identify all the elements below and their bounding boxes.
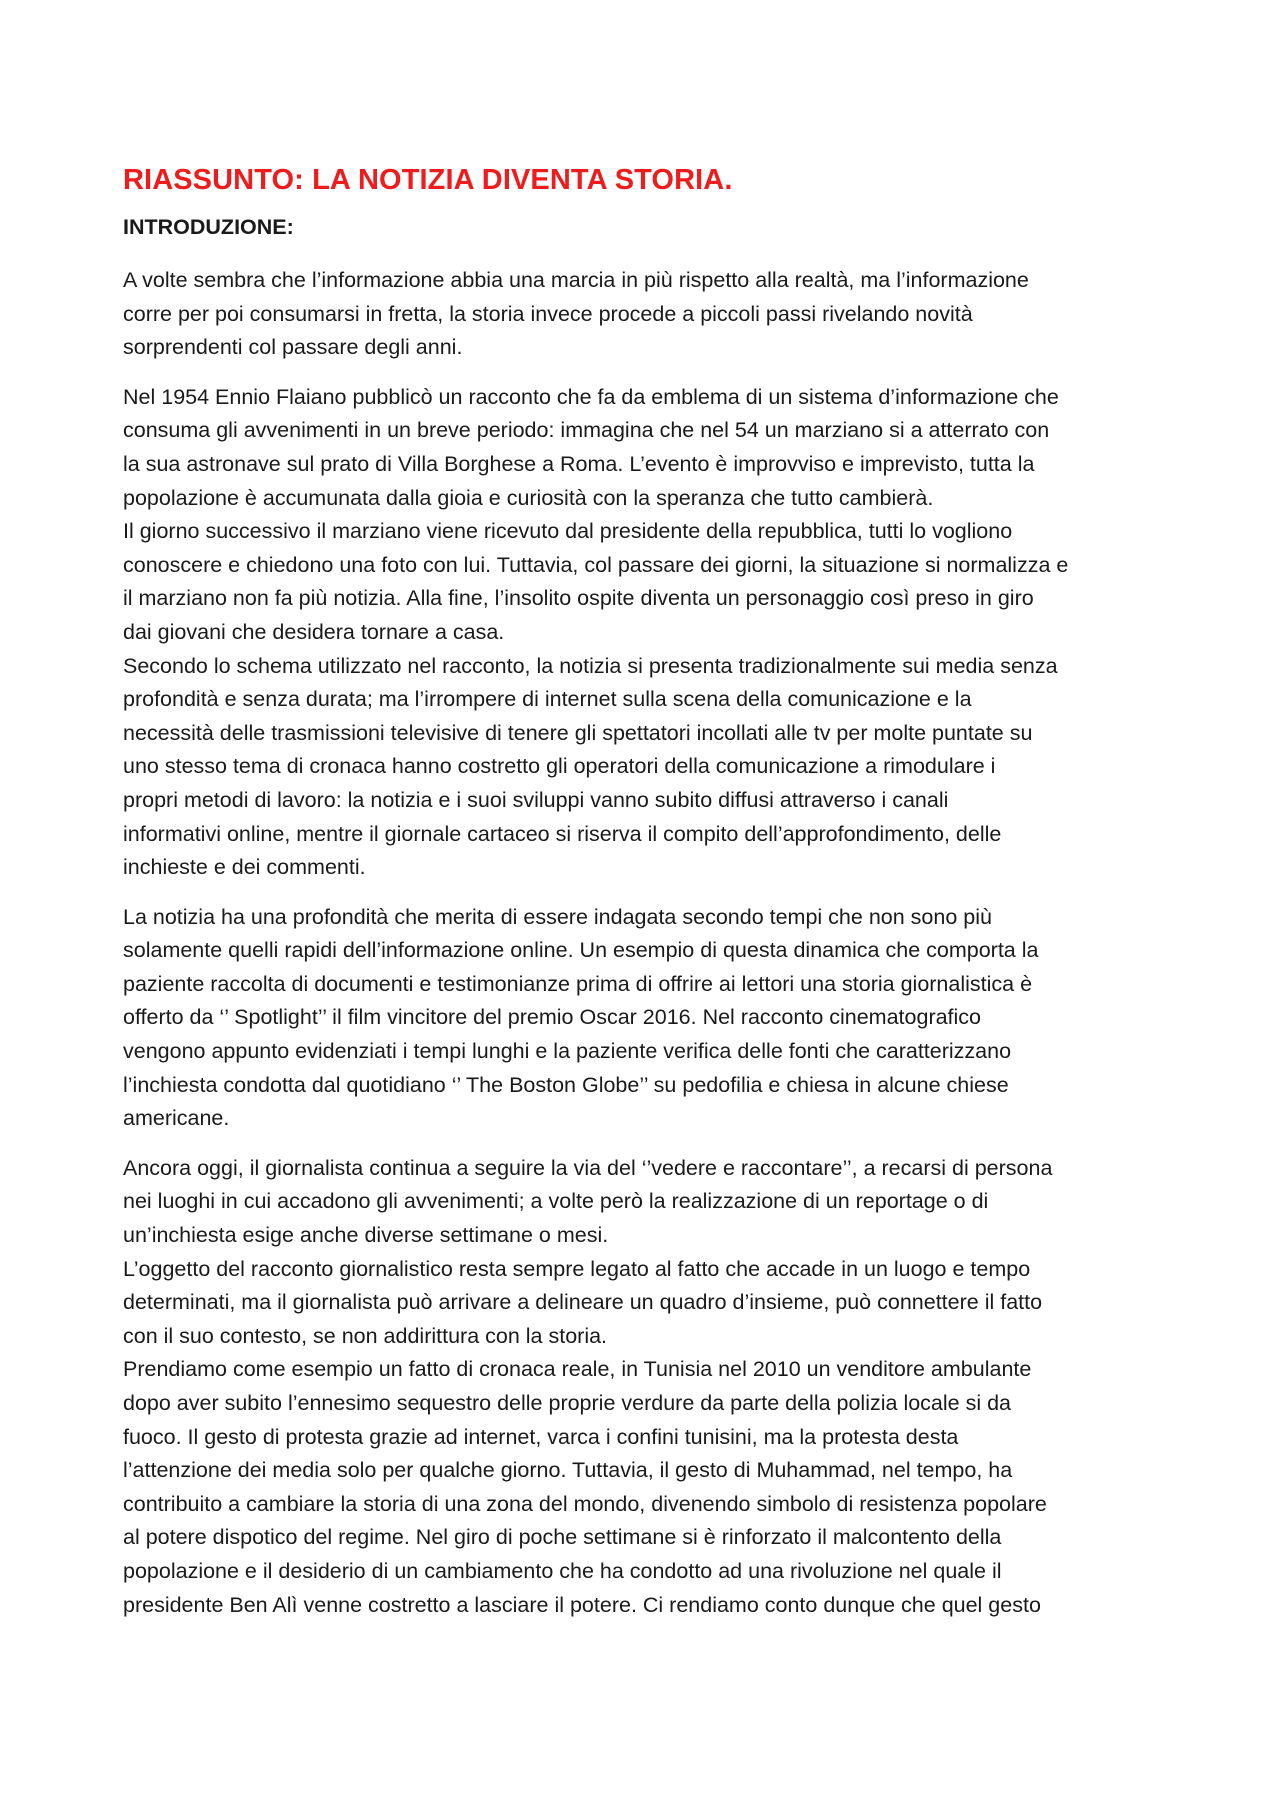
text-line: Prendiamo come esempio un fatto di cronaca reale, in Tunisia nel 2010 un venditore ambulante: [123, 1357, 1032, 1382]
paragraph-4: [123, 1152, 1181, 1622]
text-line: americane.: [123, 1106, 230, 1131]
text-line: propri metodi di lavoro: la notizia e i suoi sviluppi vanno subito diffusi attraverso i canali: [123, 787, 949, 812]
text-line: inchieste e dei commenti.: [123, 855, 366, 880]
text-line: paziente raccolta di documenti e testimonianze prima di offrire ai lettori una storia giornalistica è: [123, 971, 1033, 996]
document-title: RIASSUNTO: LA NOTIZIA DIVENTA STORIA.: [123, 164, 733, 196]
text-line: L’oggetto del racconto giornalistico resta sempre legato al fatto che accade in un luogo e tempo: [123, 1256, 1031, 1281]
text-line: profondità e senza durata; ma l’irrompere di internet sulla scena della comunicazione e la: [123, 687, 972, 712]
paragraph-1: [123, 264, 1181, 365]
text-line: sorprendenti col passare degli anni.: [123, 335, 463, 360]
text-line: determinati, ma il giornalista può arrivare a delineare un quadro d’insieme, può connettere il fatto: [123, 1290, 1043, 1315]
section-heading-introduzione: INTRODUZIONE:: [123, 215, 294, 239]
text-line: Secondo lo schema utilizzato nel racconto, la notizia si presenta tradizionalmente sui media senza: [123, 653, 1058, 678]
text-line: offerto da ‘’ Spotlight’’ il film vincitore del premio Oscar 2016. Nel racconto cinematografico: [123, 1005, 982, 1030]
text-line: contribuito a cambiare la storia di una zona del mondo, divenendo simbolo di resistenza popolare: [123, 1491, 1047, 1516]
text-line: un’inchiesta esige anche diverse settimane o mesi.: [123, 1223, 609, 1248]
text-line: necessità delle trasmissioni televisive di tenere gli spettatori incollati alle tv per molte puntate su: [123, 720, 1033, 745]
text-line: dai giovani che desidera tornare a casa.: [123, 619, 505, 644]
text-line: l’inchiesta condotta dal quotidiano ‘’ The Boston Globe’’ su pedofilia e chiesa in alcune chiese: [123, 1072, 1009, 1097]
text-line: corre per poi consumarsi in fretta, la storia invece procede a piccoli passi rivelando novità: [123, 301, 973, 326]
text-line: A volte sembra che l’informazione abbia una marcia in più rispetto alla realtà, ma l’informazione: [123, 268, 1029, 292]
text-line: popolazione e il desiderio di un cambiamento che ha condotto ad una rivoluzione nel quale il: [123, 1558, 1002, 1583]
text-line: La notizia ha una profondità che merita di essere indagata secondo tempi che non sono più: [123, 904, 992, 929]
text-line: vengono appunto evidenziati i tempi lunghi e la paziente verifica delle fonti che caratterizzano: [123, 1039, 1012, 1064]
text-line: nei luoghi in cui accadono gli avvenimenti; a volte però la realizzazione di un reportage o di: [123, 1189, 989, 1214]
text-line: Il giorno successivo il marziano viene ricevuto dal presidente della repubblica, tutti lo vogliono: [123, 519, 1013, 544]
text-line: uno stesso tema di cronaca hanno costretto gli operatori della comunicazione a rimodulare i: [123, 754, 996, 779]
text-line: popolazione è accumunata dalla gioia e curiosità con la speranza che tutto cambierà.: [123, 485, 934, 510]
text-line: conoscere e chiedono una foto con lui. Tuttavia, col passare dei giorni, la situazione si normalizza e: [123, 552, 1069, 577]
text-line: Nel 1954 Ennio Flaiano pubblicò un racconto che fa da emblema di un sistema d’informazione che: [123, 384, 1059, 409]
text-line: il marziano non fa più notizia. Alla fine, l’insolito ospite diventa un personaggio così preso in giro: [123, 586, 1034, 611]
text-line: l’attenzione dei media solo per qualche giorno. Tuttavia, il gesto di Muhammad, nel tempo, ha: [123, 1458, 1013, 1483]
text-line: al potere dispotico del regime. Nel giro di poche settimane si è rinforzato il malcontento della: [123, 1525, 1002, 1550]
document-content: [123, 160, 1181, 1638]
text-line: consuma gli avvenimenti in un breve periodo: immagina che nel 54 un marziano si a atterrato con: [123, 418, 1050, 443]
text-line: con il suo contesto, se non addirittura con la storia.: [123, 1323, 608, 1348]
text-line: la sua astronave sul prato di Villa Borghese a Roma. L’evento è improvviso e imprevisto, tutta la: [123, 451, 1035, 476]
text-line: presidente Ben Alì venne costretto a lasciare il potere. Ci rendiamo conto dunque che quel gesto: [123, 1592, 1041, 1617]
text-line: Ancora oggi, il giornalista continua a seguire la via del ‘’vedere e raccontare’’, a recarsi di persona: [123, 1155, 1053, 1180]
text-line: solamente quelli rapidi dell’informazione online. Un esempio di questa dinamica che comporta la: [123, 938, 1039, 963]
paragraph-2: [123, 381, 1181, 885]
text-line: informativi online, mentre il giornale cartaceo si riserva il compito dell’approfondimento, delle: [123, 821, 1002, 846]
text-line: dopo aver subito l’ennesimo sequestro delle proprie verdure da parte della polizia locale si da: [123, 1391, 1012, 1415]
paragraph-3: [123, 901, 1181, 1136]
text-line: fuoco. Il gesto di protesta grazie ad internet, varca i confini tunisini, ma la protesta desta: [123, 1424, 959, 1449]
